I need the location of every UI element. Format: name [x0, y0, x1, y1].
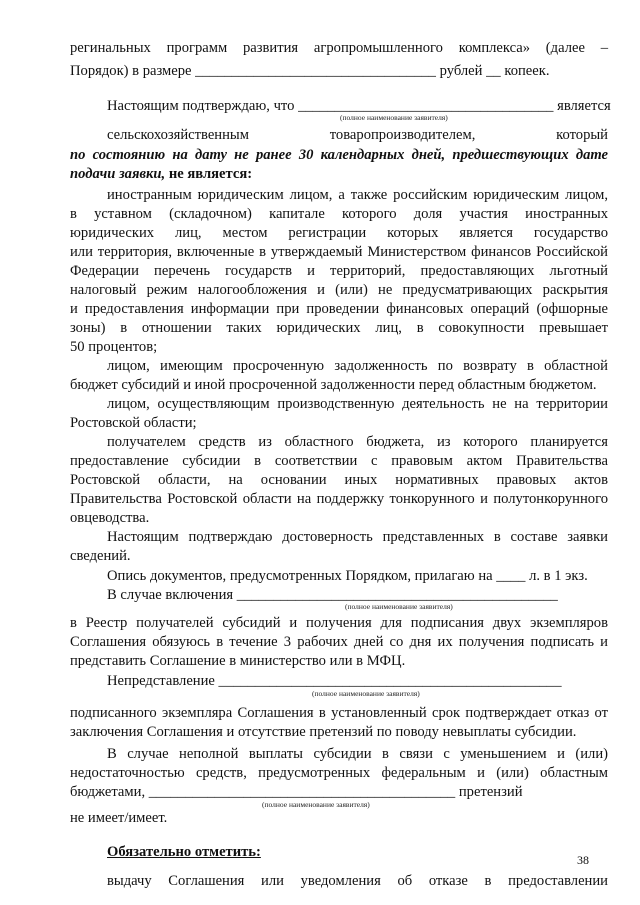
text-line: Ростовской области; [70, 415, 197, 431]
text-line: Ростовской области, на основании иных нормативных правовых актов [70, 472, 608, 488]
text-line: Настоящим подтверждаю, что ___________________________________ является [107, 98, 611, 114]
text-line: В случае включения ____________________________________________ [107, 587, 558, 603]
text-line: бюджетами, __________________________________________ претензий [70, 784, 523, 800]
text-line: Настоящим подтверждаю достоверность представленных в составе заявки [107, 529, 608, 545]
section-heading: Обязательно отметить: [107, 844, 261, 860]
text-line: регинальных программ развития агропромышленного комплекса» (далее – [70, 40, 608, 56]
text-line: юридических лиц, местом регистрации которых является государство [70, 225, 608, 241]
text-line: представить Соглашение в министерство или в МФЦ. [70, 653, 406, 669]
text-line: Порядок) в размере _________________________________ рублей __ копеек. [70, 63, 550, 79]
text-line: бюджет субсидий и иной просроченной задолженности перед областным бюджетом. [70, 377, 597, 393]
text-line: 50 процентов; [70, 339, 158, 355]
text-line: по состоянию на дату не ранее 30 календарных дней, предшествующих дате [70, 147, 608, 163]
text-line: лицом, осуществляющим производственную деятельность не на территории [107, 396, 608, 412]
text-line: Федерации перечень государств и территорий, предоставляющих льготный [70, 263, 608, 279]
text-line: выдачу Соглашения или уведомления об отказе в предоставлении [107, 873, 608, 889]
field-caption: (полное наименование заявителя) [262, 800, 370, 809]
text-line: Непредставление _______________________________________________ [107, 673, 562, 689]
page-number: 38 [577, 853, 589, 867]
text-line: и предоставления информации при проведении финансовых операций (офшорные [70, 301, 608, 317]
text-line: не имеет/имеет. [70, 810, 168, 826]
text-line: налоговый режим налогообложения и (или) не предусматривающих раскрытия [70, 282, 608, 298]
text-span: не является: [165, 166, 253, 182]
text-line: зоны) в отношении таких юридических лиц, в совокупности превышает [70, 320, 608, 336]
field-caption: (полное наименование заявителя) [340, 113, 448, 122]
text-line: В случае неполной выплаты субсидии в связи с уменьшением и (или) [107, 746, 608, 762]
text-line: Соглашения обязуюсь в течение 3 рабочих дней со дня их получения подписать и [70, 634, 608, 650]
text-line: в уставном (складочном) капитале которого доля участия иностранных [70, 206, 608, 222]
text-line [70, 165, 608, 183]
text-line: заключения Соглашения и отсутствие претензий по поводу невыплаты субсидии. [70, 724, 577, 740]
field-caption: (полное наименование заявителя) [345, 602, 453, 611]
text-line: Опись документов, предусмотренных Порядком, прилагаю на ____ л. в 1 экз. [107, 568, 588, 584]
text-line: овцеводства. [70, 510, 150, 526]
text-span: подачи заявки, [70, 166, 166, 182]
text-line: предоставление субсидии в соответствии с правовым актом Правительства [70, 453, 608, 469]
text-line: в Реестр получателей субсидий и получения для подписания двух экземпляров [70, 615, 608, 631]
text-line: сведений. [70, 548, 131, 564]
text-line: сельскохозяйственным товаропроизводителем, который [107, 127, 608, 143]
text-line: или территория, включенные в утверждаемый Министерством финансов Российской [70, 244, 608, 260]
text-line: подписанного экземпляра Соглашения в установленный срок подтверждает отказ от [70, 705, 608, 721]
text-line: иностранным юридическим лицом, а также российским юридическим лицом, [107, 187, 608, 203]
text-line: Правительства Ростовской области на поддержку тонкорунного и полутонкорунного [70, 491, 608, 507]
text-line: недостаточностью средств, предусмотренных федеральным и (или) областным [70, 765, 608, 781]
text-line: лицом, имеющим просроченную задолженность по возврату в областной [107, 358, 608, 374]
field-caption: (полное наименование заявителя) [312, 689, 420, 698]
text-line: получателем средств из областного бюджета, из которого планируется [107, 434, 608, 450]
